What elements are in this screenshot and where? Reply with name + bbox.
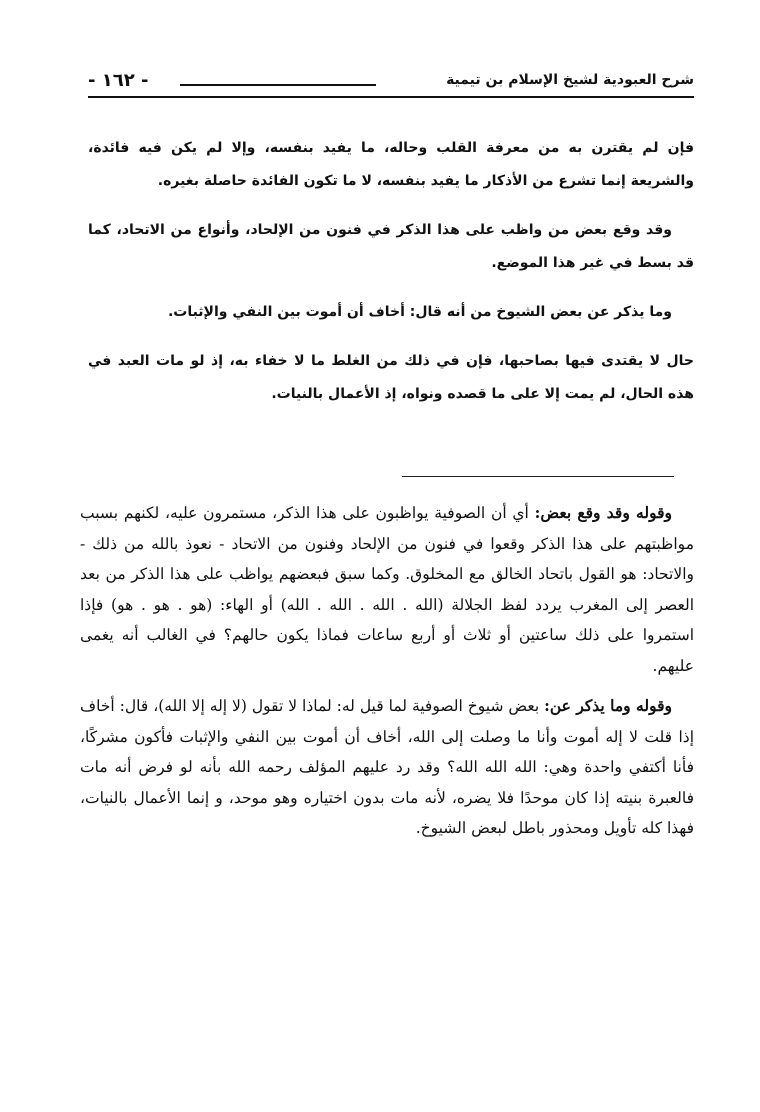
commentary-body: بعض شيوخ الصوفية لما قيل له: لماذا لا تقول (لا إله إلا الله)، قال: أخاف إذا قلت لا إله أموت وأنا ما وصلت إلى الله، أخاف أن أموت بين النفي والإثبات فأكون مشركًا، فأنا أكتفي واحدة وهي: الله الله الله؟ وقد رد عليهم المؤلف رحمه الله بأنه لو فرض أنه مات فالعبرة بنيته إذا كان موحدًا فلا يضره، لأنه مات بدون اختياره وهو موحد، و إنما الأعمال بالنيات، فهذا كله تأويل ومحذور باطل لبعض الشيوخ. bbox=[80, 697, 694, 837]
commentary-text bbox=[80, 498, 694, 854]
main-paragraph: وما يذكر عن بعض الشيوخ من أنه قال: أخاف أن أموت بين النفي والإثبات. bbox=[167, 304, 672, 320]
page-number: - ١٦٢ - bbox=[88, 70, 149, 91]
main-paragraph: حال لا يقتدى فيها بصاحبها، فإن في ذلك من الغلط ما لا خفاء به، إذ لو مات العبد في هذه الحال، لم يمت إلا على ما قصده ونواه، إذ الأعمال بالنيات. bbox=[88, 353, 694, 402]
book-title: شرح العبودية لشيخ الإسلام بن تيمية bbox=[446, 72, 694, 88]
header-dash bbox=[180, 84, 376, 86]
footnote-divider bbox=[402, 476, 674, 477]
main-paragraph: وقد وقع بعض من واظب على هذا الذكر في فنون من الإلحاد، وأنواع من الاتحاد، كما قد بسط في غير هذا الموضع. bbox=[88, 222, 694, 271]
commentary-body: أي أن الصوفية يواظبون على هذا الذكر، مستمرون عليه، لكنهم بسبب مواظبتهم على هذا الذكر وقعوا في فنون من الإلحاد وفنون من الاتحاد - نعوذ بالله من ذلك - والاتحاد: هو القول باتحاد الخالق مع المخلوق. وكما سبق فبعضهم يواظب على هذا الذكر من بعد العصر إلى المغرب يردد لفظ الجلالة (الله . الله . الله . الله) أو الهاء: (هو . هو . هو) فإذا استمروا على ذلك ساعتين أو ثلاث أو أربع ساعات فماذا يكون حالهم؟ في الغالب أنه يغمى عليهم. bbox=[80, 504, 694, 675]
commentary-lead: وقوله وقد وقع بعض: bbox=[534, 503, 672, 522]
commentary-paragraph bbox=[80, 691, 694, 844]
commentary-lead: وقوله وما يذكر عن: bbox=[544, 696, 672, 715]
header-rule bbox=[88, 96, 694, 98]
commentary-paragraph bbox=[80, 498, 694, 681]
page-header bbox=[88, 70, 694, 100]
main-paragraph: فإن لم يقترن به من معرفة القلب وحاله، ما يفيد بنفسه، وإلا لم يكن فيه فائدة، والشريعة إنما تشرع من الأذكار ما يفيد بنفسه، لا ما تكون الفائدة حاصلة بغيره. bbox=[88, 140, 694, 189]
main-text bbox=[88, 132, 694, 427]
